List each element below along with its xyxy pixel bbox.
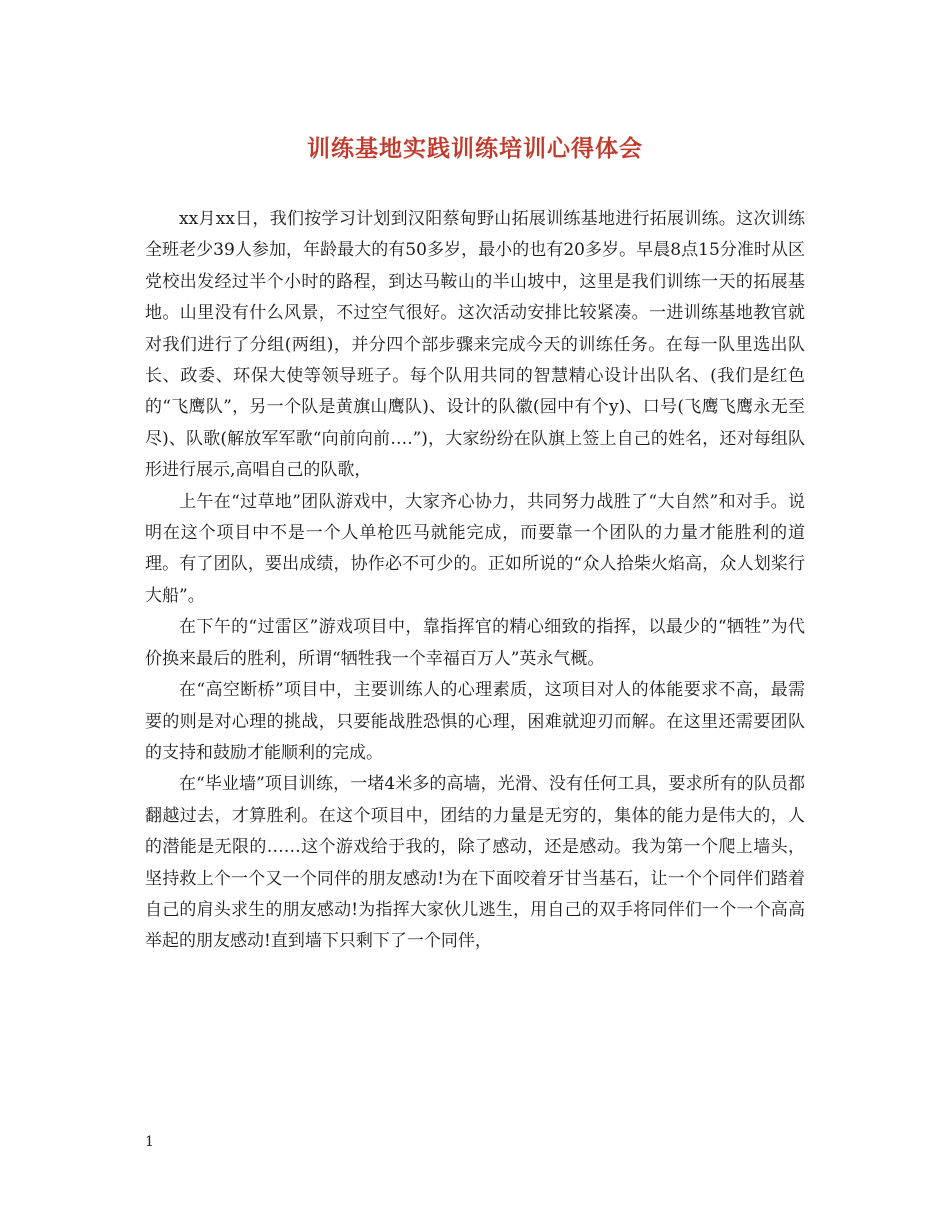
page-number: 1 (145, 1134, 154, 1150)
paragraph-1: xx月xx日，我们按学习计划到汉阳蔡甸野山拓展训练基地进行拓展训练。这次训练全班老少39人参加，年龄最大的有50多岁，最小的也有20多岁。早晨8点15分准时从区党校出发经过半个小时的路程，到达马鞍山的半山坡中，这里是我们训练一天的拓展基地。山里没有什么风景，不过空气很好。这次活动安排比较紧凑。一进训练基地教官就对我们进行了分组(两组)，并分四个部步骤来完成今天的训练任务。在每一队里选出队长、政委、环保大使等领导班子。每个队用共同的智慧精心设计出队名、(我们是红色的“飞鹰队”，另一个队是黄旗山鹰队)、设计的队徽(园中有个y)、口号(飞鹰飞鹰永无至尽)、队歌(解放军军歌“向前向前….”)，大家纷纷在队旗上签上自己的姓名，还对每组队形进行展示,高唱自己的队歌， (145, 209, 805, 481)
paragraph-2: 上午在“过草地”团队游戏中，大家齐心协力，共同努力战胜了“大自然”和对手。说明在这个项目中不是一个人单枪匹马就能完成，而要靠一个团队的力量才能胜利的道理。有了团队，要出成绩，协作必不可少的。正如所说的“众人拾柴火焰高，众人划桨行大船”。 (145, 491, 805, 606)
page-title: 训练基地实践训练培训心得体会 (307, 135, 643, 162)
document-body (145, 204, 805, 958)
paragraph-4: 在“高空断桥”项目中，主要训练人的心理素质，这项目对人的体能要求不高，最需要的则是对心理的挑战，只要能战胜恐惧的心理，困难就迎刃而解。在这里还需要团队的支持和鼓励才能顺利的完成。 (145, 680, 805, 763)
paragraph-3: 在下午的“过雷区”游戏项目中，靠指挥官的精心细致的指挥，以最少的“牺牲”为代价换来最后的胜利，所谓“牺牲我一个幸福百万人”英永气概。 (145, 617, 805, 669)
paragraph-5: 在“毕业墙”项目训练，一堵4米多的高墙，光滑、没有任何工具，要求所有的队员都翻越过去，才算胜利。在这个项目中，团结的力量是无穷的，集体的能力是伟大的，人的潜能是无限的……这个游戏给于我的，除了感动，还是感动。我为第一个爬上墙头，坚持救上个一个又一个同伴的朋友感动!为在下面咬着牙甘当基石，让一个个同伴们踏着自己的肩头求生的朋友感动!为指挥大家伙儿逃生，用自己的双手将同伴们一个一个高高举起的朋友感动!直到墙下只剩下了一个同伴， (145, 774, 805, 952)
